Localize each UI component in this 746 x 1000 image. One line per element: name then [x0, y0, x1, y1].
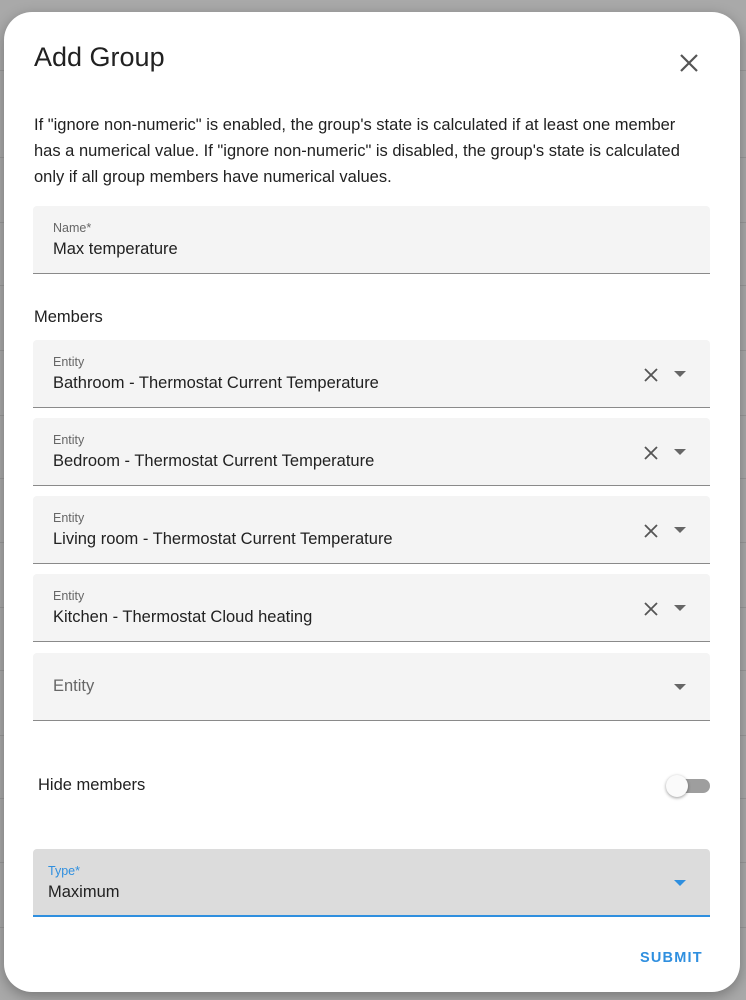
member-entity-picker[interactable] [33, 496, 710, 564]
clear-icon[interactable] [643, 445, 659, 461]
clear-icon[interactable] [643, 367, 659, 383]
new-member-entity-picker[interactable] [33, 653, 710, 721]
hide-members-toggle[interactable] [666, 774, 710, 798]
entity-label: Entity [53, 589, 85, 603]
entity-value[interactable]: Living room - Thermostat Current Temperature [53, 530, 393, 548]
name-value[interactable]: Max temperature [53, 240, 178, 258]
dialog-title: Add Group [34, 42, 165, 72]
entity-value[interactable]: Bedroom - Thermostat Current Temperature [53, 452, 375, 470]
dropdown-arrow-icon[interactable] [674, 449, 686, 455]
type-select[interactable] [33, 849, 710, 917]
clear-icon[interactable] [643, 601, 659, 617]
clear-icon[interactable] [643, 523, 659, 539]
entity-label: Entity [53, 511, 85, 525]
toggle-knob [666, 775, 688, 797]
entity-value[interactable]: Kitchen - Thermostat Cloud heating [53, 608, 313, 626]
member-entity-picker[interactable] [33, 418, 710, 486]
type-value[interactable]: Maximum [48, 883, 120, 901]
hide-members-label: Hide members [38, 776, 146, 794]
entity-placeholder[interactable]: Entity [53, 677, 95, 695]
entity-value[interactable]: Bathroom - Thermostat Current Temperature [53, 374, 379, 392]
dropdown-arrow-icon[interactable] [674, 527, 686, 533]
entity-label: Entity [53, 355, 85, 369]
dropdown-arrow-icon[interactable] [674, 880, 686, 886]
add-group-dialog [4, 12, 740, 992]
name-label: Name* [53, 221, 92, 235]
type-label: Type* [48, 864, 80, 878]
dialog-description: If "ignore non-numeric" is enabled, the group's state is calculated if at least one member has a numerical value. If "ignore non-numeric" is disabled, the group's state is calculated only if all group members have numerical values. [34, 116, 680, 186]
member-entity-picker[interactable] [33, 574, 710, 642]
close-icon[interactable] [674, 48, 704, 78]
members-heading: Members [34, 308, 103, 326]
member-entity-picker[interactable] [33, 340, 710, 408]
dropdown-arrow-icon[interactable] [674, 684, 686, 690]
entity-label: Entity [53, 433, 85, 447]
dropdown-arrow-icon[interactable] [674, 371, 686, 377]
dropdown-arrow-icon[interactable] [674, 605, 686, 611]
submit-button[interactable]: SUBMIT [640, 950, 703, 966]
name-field[interactable] [33, 206, 710, 274]
